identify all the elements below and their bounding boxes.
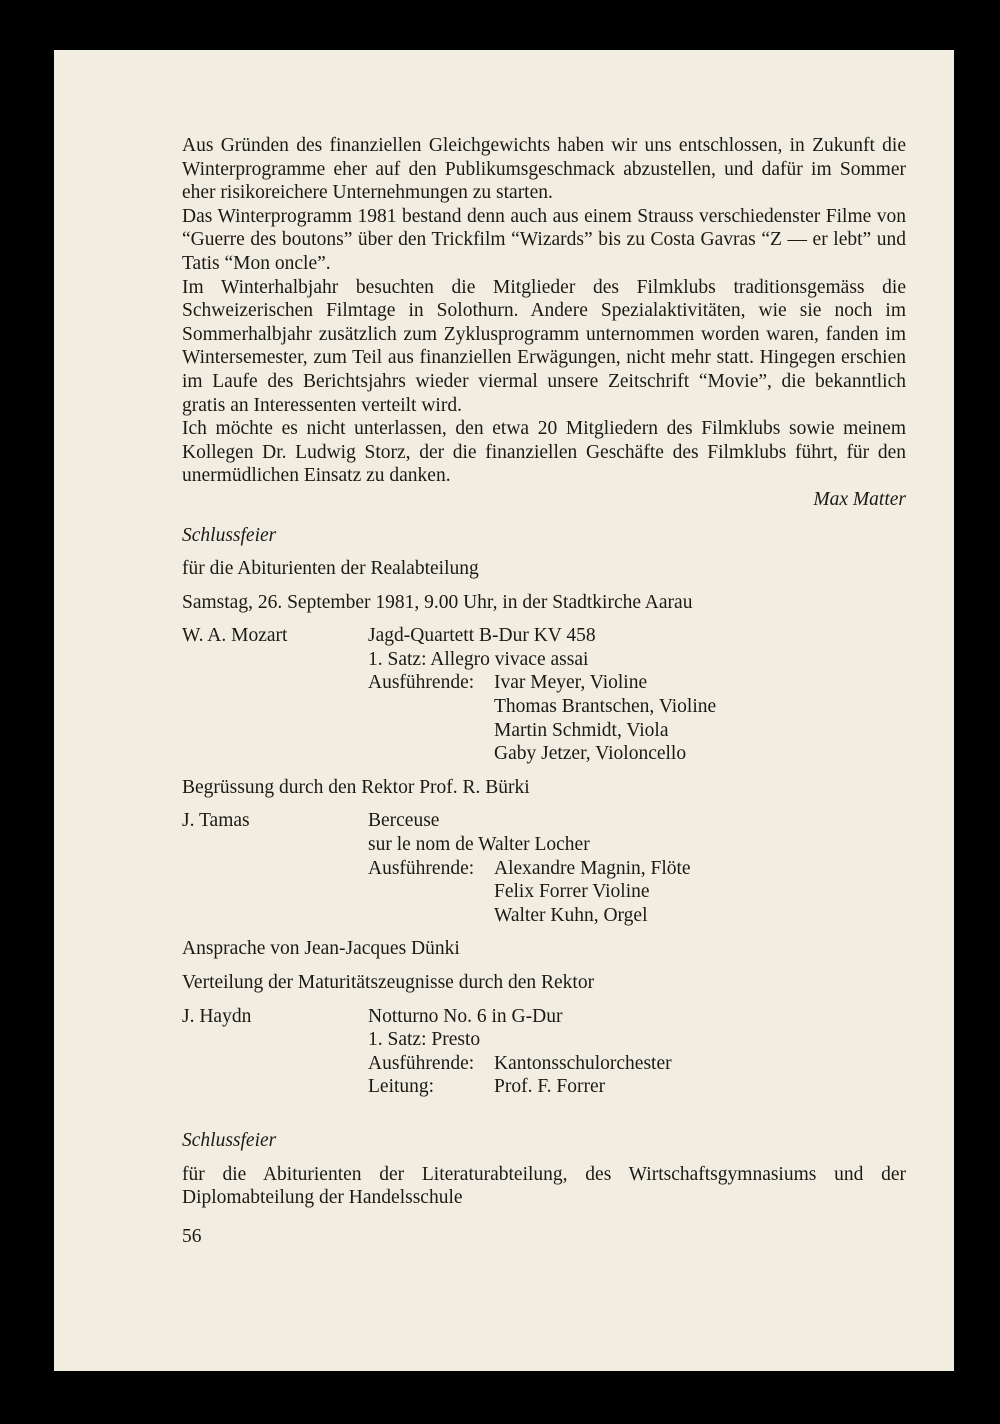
performer: Felix Forrer Violine: [494, 881, 650, 903]
program-item-haydn: [182, 1005, 906, 1099]
leader-label: Leitung:: [368, 1076, 435, 1098]
program-item-tamas: [182, 809, 906, 927]
work-title: Notturno No. 6 in G-Dur: [368, 1005, 563, 1027]
composer-name: J. Tamas: [182, 810, 250, 832]
work-subtitle: sur le nom de Walter Locher: [368, 834, 590, 856]
composer-name: W. A. Mozart: [182, 625, 288, 647]
performer: Ivar Meyer, Violine: [494, 672, 648, 694]
performer: Thomas Brantschen, Violine: [494, 696, 717, 718]
greeting-line: Begrüssung durch den Rektor Prof. R. Bürki: [182, 776, 530, 798]
filmclub-report: [182, 134, 906, 488]
work-title: Jagd-Quartett B-Dur KV 458: [368, 625, 596, 647]
performer: Gaby Jetzer, Violoncello: [494, 743, 687, 765]
report-paragraph: Aus Gründen des finanziellen Gleichgewichts haben wir uns entschlossen, in Zukunft die Winterprogramme eher auf den Publikumsgeschmack abzustellen, und dafür im Sommer eher risikoreichere Unternehmungen zu starten.: [182, 135, 906, 204]
performer: Walter Kuhn, Orgel: [494, 904, 648, 926]
ceremony-subtitle: für die Abiturienten der Literaturabteilung, des Wirtschaftsgymnasiums und der Diplomabteilung der Handelsschule: [182, 1163, 906, 1209]
performer: Alexandre Magnin, Flöte: [494, 857, 691, 879]
speech-line: Ansprache von Jean-Jacques Dünki: [182, 938, 460, 960]
page-number: 56: [182, 1226, 202, 1247]
document-page: [54, 50, 954, 1371]
composer-name: J. Haydn: [182, 1005, 252, 1027]
performers-label: Ausführende:: [368, 672, 475, 694]
report-paragraph: Im Winterhalbjahr besuchten die Mitglieder des Filmklubs traditionsgemäss die Schweizerischen Filmtage in Solothurn. Andere Spezialaktivitäten, wie sie noch im Sommerhalbjahr zusätzlich zum Zyklusprogramm unternommen worden waren, fanden im Wintersemester, zum Teil aus finanziellen Erwägungen, nicht mehr statt. Hingegen erschien im Laufe des Berichtsjahrs wieder viermal unsere Zeitschrift “Movie”, die bekanntlich gratis an Interessenten verteilt wird.: [182, 276, 906, 416]
ceremony-heading: Schlussfeier: [182, 524, 277, 546]
ceremony-subtitle: für die Abiturienten der Realabteilung: [182, 558, 479, 580]
program-item-mozart: [182, 624, 906, 766]
ceremony-heading: Schlussfeier: [182, 1129, 277, 1151]
report-signature: Max Matter: [813, 488, 906, 510]
performers-label: Ausführende:: [368, 857, 475, 879]
report-paragraph: Das Winterprogramm 1981 bestand denn auch aus einem Strauss verschiedenster Filme von “Guerre des boutons” über den Trickfilm “Wizards” bis zu Costa Gavras “Z — er lebt” und Tatis “Mon oncle”.: [182, 205, 906, 274]
performers-label: Ausführende:: [368, 1052, 475, 1074]
performer: Martin Schmidt, Viola: [494, 719, 669, 741]
ceremony-date: Samstag, 26. September 1981, 9.00 Uhr, in der Stadtkirche Aarau: [182, 591, 693, 613]
performer: Kantonsschulorchester: [494, 1052, 672, 1074]
work-movement: 1. Satz: Allegro vivace assai: [368, 648, 589, 670]
report-paragraph: Ich möchte es nicht unterlassen, den etwa 20 Mitgliedern des Filmklubs sowie meinem Kollegen Dr. Ludwig Storz, der die finanziellen Geschäfte des Filmklubs führt, für den unermüdlichen Einsatz zu danken.: [182, 418, 906, 487]
work-title: Berceuse: [368, 810, 440, 832]
leader-name: Prof. F. Forrer: [494, 1076, 606, 1098]
page-content: [182, 134, 906, 1210]
diplomas-line: Verteilung der Maturitätszeugnisse durch den Rektor: [182, 972, 595, 993]
work-movement: 1. Satz: Presto: [368, 1029, 481, 1051]
